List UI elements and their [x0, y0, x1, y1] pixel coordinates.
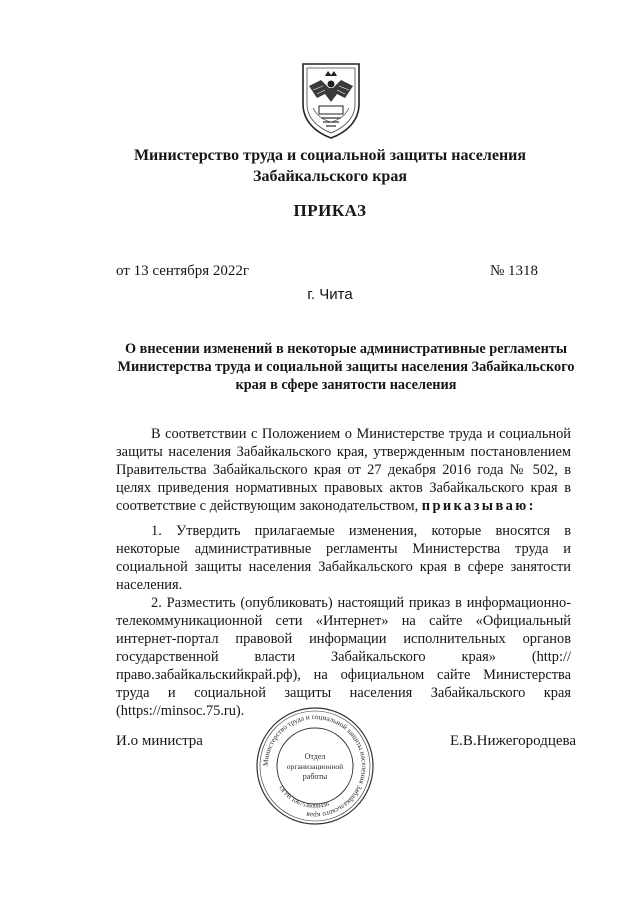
order-subject: О внесении изменений в некоторые административные регламенты Министерства труда и социальной защиты населения Забайкальского края в сфере занятости населения: [117, 341, 575, 393]
order-items-list: [116, 522, 571, 720]
intro-paragraph: [116, 425, 571, 515]
order-date: от 13 сентября 2022г: [116, 263, 250, 279]
document-type-title: ПРИКАЗ: [293, 201, 367, 220]
order-number: № 1318: [490, 263, 539, 279]
order-item: 1. Утвердить прилагаемые изменения, которые вносятся в некоторые административные регламенты Министерства труда и социальной защиты населения Забайкальского края в сфере занятости населения.: [116, 523, 571, 593]
stamp-center-line1: Отдел: [304, 752, 326, 761]
coat-of-arms-emblem: [299, 62, 363, 140]
ministry-name-line1: Министерство труда и социальной защиты населения: [133, 147, 527, 164]
order-item: 2. Разместить (опубликовать) настоящий приказ в информационно-телекоммуникационной сети «Интернет» на сайте «Официальный интернет-портал правовой информации исполнительных органов государственной власти Забайкальского края» (http://право.забайкальскийкрай.рф), на официальном сайте Министерства труда и социальной защиты населения Забайкальского края (https://minsoc.75.ru).: [116, 595, 571, 719]
stamp-center-line3: работы: [302, 772, 328, 781]
stamp-outer-text: Министерство труда и социальной защиты населения Забайкальского края: [261, 712, 369, 819]
svg-text:ОГРН 1067536008436: [277, 785, 330, 810]
stamp-center-line2: организационной: [286, 762, 344, 771]
ministry-name: [60, 145, 600, 187]
ministry-name-line2: Забайкальского края: [253, 168, 407, 185]
stamp-ogrn: ОГРН 1067536008436: [277, 784, 330, 810]
signer-name: Е.В.Нижегородцева: [450, 733, 577, 749]
intro-text: В соответствии с Положением о Министерстве труда и социальной защиты населения Забайкальского края, утвержденным постановлением Правительства Забайкальского края от 27 декабря 2016 года № 502, в целях приведения нормативных правовых актов Забайкальского края в соответствие с действующим законодательством,: [116, 426, 571, 514]
prikazyvayu-word: приказываю:: [421, 498, 536, 514]
signer-position: И.о министра: [116, 733, 203, 749]
order-city: г. Чита: [307, 286, 353, 303]
official-stamp: [254, 705, 376, 827]
